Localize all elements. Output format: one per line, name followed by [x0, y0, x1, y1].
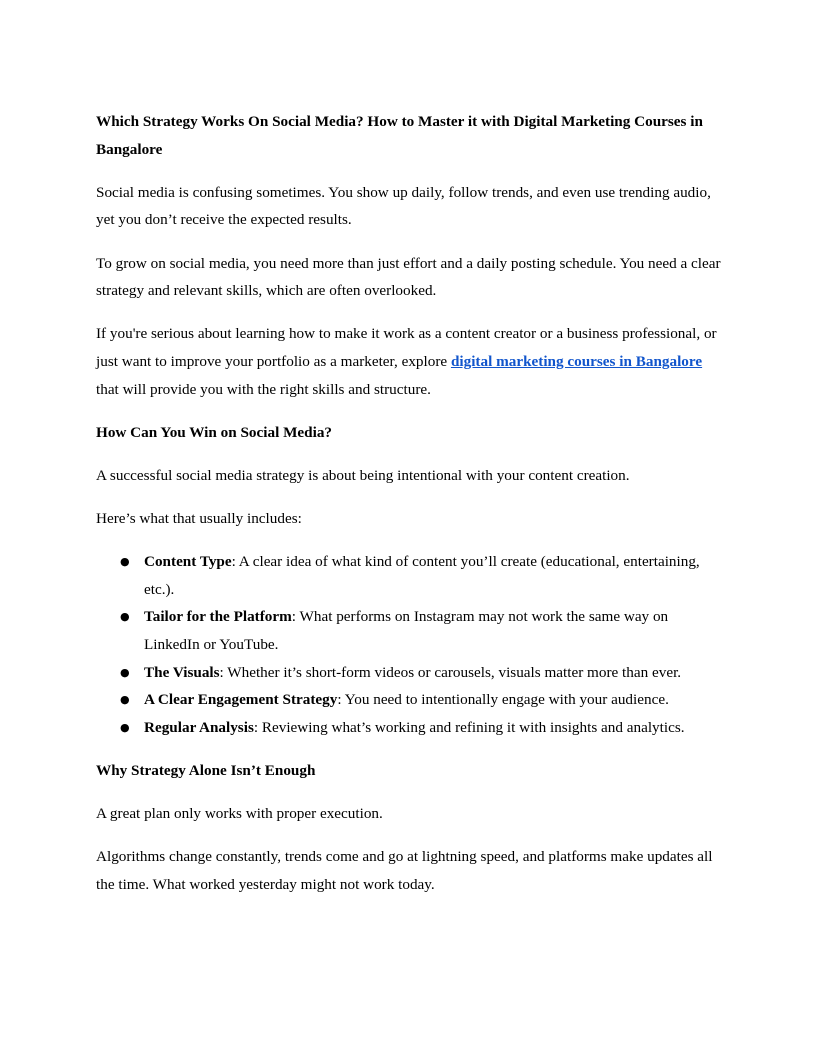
bullet-icon: ● — [120, 610, 130, 624]
list-item-text: : Whether it’s short-form videos or carousels, visuals matter more than ever. — [219, 663, 682, 681]
digital-marketing-courses-link[interactable]: digital marketing courses in Bangalore — [450, 352, 703, 370]
section-heading-strategy-alone: Why Strategy Alone Isn’t Enough — [96, 762, 316, 780]
bullet-icon: ● — [120, 693, 130, 707]
intro-paragraph-3-after: that will provide you with the right skills and structure. — [96, 380, 431, 398]
list-item-text: : A clear idea of what kind of content you’ll create (educational, entertaining, etc.). — [144, 553, 700, 598]
section-2-paragraph-2: Algorithms change constantly, trends come and go at lightning speed, and platforms make updates all the time. What worked yesterday might not work today. — [96, 848, 713, 893]
list-item-text: : What performs on Instagram may not work the same way on LinkedIn or YouTube. — [144, 608, 669, 654]
article-title: Which Strategy Works On Social Media? How to Master it with Digital Marketing Courses in Bangalore — [96, 113, 703, 158]
list-item-term: Regular Analysis — [144, 718, 254, 736]
list-item-term: Content Type — [144, 553, 232, 571]
section-1-paragraph-1: A successful social media strategy is about being intentional with your content creation. — [96, 466, 630, 484]
list-item-term: A Clear Engagement Strategy — [144, 691, 338, 709]
document-page — [96, 108, 722, 914]
list-item-text: : You need to intentionally engage with your audience. — [337, 691, 669, 709]
bullet-icon: ● — [120, 555, 130, 569]
list-item — [96, 548, 722, 603]
intro-paragraph-3 — [96, 320, 722, 403]
intro-paragraph-2: To grow on social media, you need more than just effort and a daily posting schedule. You need a clear strategy and relevant skills, which are often overlooked. — [96, 254, 721, 300]
strategy-bullet-list — [96, 548, 722, 741]
section-heading-win: How Can You Win on Social Media? — [96, 423, 333, 441]
list-item-text: : Reviewing what’s working and refining it with insights and analytics. — [253, 718, 685, 736]
bullet-icon: ● — [120, 720, 130, 734]
bullet-icon: ● — [120, 665, 130, 679]
section-1-paragraph-2: Here’s what that usually includes: — [96, 510, 302, 528]
list-item — [96, 603, 722, 658]
intro-paragraph-3-before: If you're serious about learning how to make it work as a content creator or a business professional, or just want to improve your portfolio as a marketer, explore — [96, 325, 717, 370]
list-item — [96, 659, 722, 687]
list-item — [96, 686, 722, 714]
intro-paragraph-1: Social media is confusing sometimes. You show up daily, follow trends, and even use trending audio, yet you don’t receive the expected results. — [96, 183, 711, 229]
list-item-term: Tailor for the Platform — [144, 608, 292, 626]
list-item — [96, 714, 722, 742]
list-item-term: The Visuals — [144, 663, 220, 681]
section-2-paragraph-1: A great plan only works with proper execution. — [96, 805, 383, 823]
